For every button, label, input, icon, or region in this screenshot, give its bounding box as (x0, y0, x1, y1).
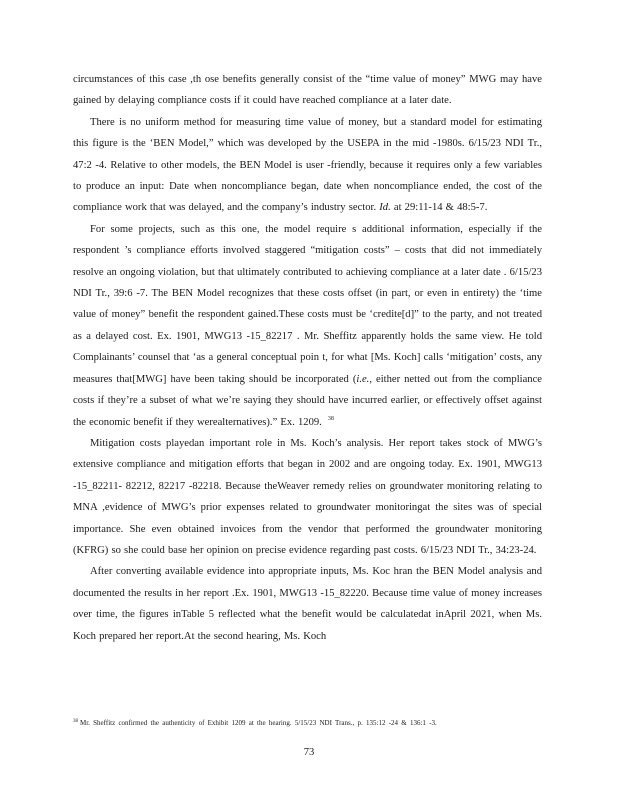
paragraph-2-id-citation: Id. (379, 202, 391, 214)
page-number: 73 (303, 747, 315, 758)
paragraph-2 (73, 112, 542, 219)
paragraph-4: Mitigation costs playedan important role in Ms. Koch’s analysis. Her report takes stock of MWG’s extensive compliance and mitigation efforts that began in 2002 and are ongoing today. Ex. 1901, MWG13 -15_82211- 82212, 82217 -82218. Because theWeaver remedy relies on groundwater monitoring relating to MNA ,evidence of MWG’s prior expenses related to groundwater monitoringat the sites was of special importance. She even obtained invoices from the vendor that performed the groundwater monitoring (KFRG) so she could base her opinion on precise evidence regarding past costs. 6/15/23 NDI Tr., 34:23-24. (73, 437, 542, 556)
body-text (73, 69, 542, 647)
paragraph-3-text-1: For some projects, such as this one, the model require s additional information, especially if the respondent ’s compliance efforts involved staggered “mitigation costs” – costs that did not immediately resolve an ongoing violation, but that ultimately contributed to achieving compliance at a later date . 6/15/23 NDI Tr., 39:6 -7. The BEN Model recognizes that these costs offset (in part, or even in entirety) the ‘time value of money” benefit the respondent gained.These costs must be ‘credite[d]” to the party, and not treated as a delayed cost. Ex. 1901, MWG13 -15_82217 . Mr. Sheffitz apparently holds the same view. He told Complainants’ counsel that ‘as a general conceptual poin t, for what [Ms. Koch] calls ‘mitigation’ costs, any measures that[MWG] have been taking should be incorporated ( (73, 223, 542, 385)
paragraph-2-text-2: at 29:11-14 & 48:5-7. (390, 202, 488, 214)
paragraph-3 (73, 219, 542, 433)
paragraph-3-text-2: , either netted out from the compliance costs if they’re a subset of what we’re saying they should have incurred earlier, or effectively offset against the economic benefit if they werealternatives).” Ex. 1209. (73, 373, 542, 428)
paragraph-3-ie: i.e. (356, 373, 370, 385)
footnote-number: 38 (73, 718, 78, 724)
paragraph-5: After converting available evidence into appropriate inputs, Ms. Koc hran the BEN Model analysis and documented the results in her report .Ex. 1901, MWG13 -15_82220. Because time value of money increases over time, the figures inTable 5 reflected what the benefit would be calculatedat inApril 2021, when Ms. Koch prepared her report.At the second hearing, Ms. Koch (73, 566, 542, 642)
footnote-reference[interactable]: 38 (327, 415, 334, 422)
paragraph-1: circumstances of this case ,th ose benefits generally consist of the “time value of money” MWG may have gained by delaying compliance costs if it could have reached compliance at a later date. (73, 74, 542, 107)
paragraph-2-text-1: There is no uniform method for measuring time value of money, but a standard model for estimating this figure is the ‘BEN Model,” which was developed by the USEPA in the mid -1980s. 6/15/23 NDI Tr., 47:2 -4. Relative to other models, the BEN Model is user -friendly, because it requires only a few variables to produce an input: Date when noncompliance began, date when noncompliance ended, the cost of the compliance work that was delayed, and the company’s industry sector. (73, 116, 542, 214)
footnote (73, 718, 542, 728)
footnote-text: Mr. Sheffitz confirmed the authenticity of Exhibit 1209 at the hearing. 5/15/23 NDI Trans., p. 135:12 -24 & 136:1 -3. (80, 719, 437, 727)
